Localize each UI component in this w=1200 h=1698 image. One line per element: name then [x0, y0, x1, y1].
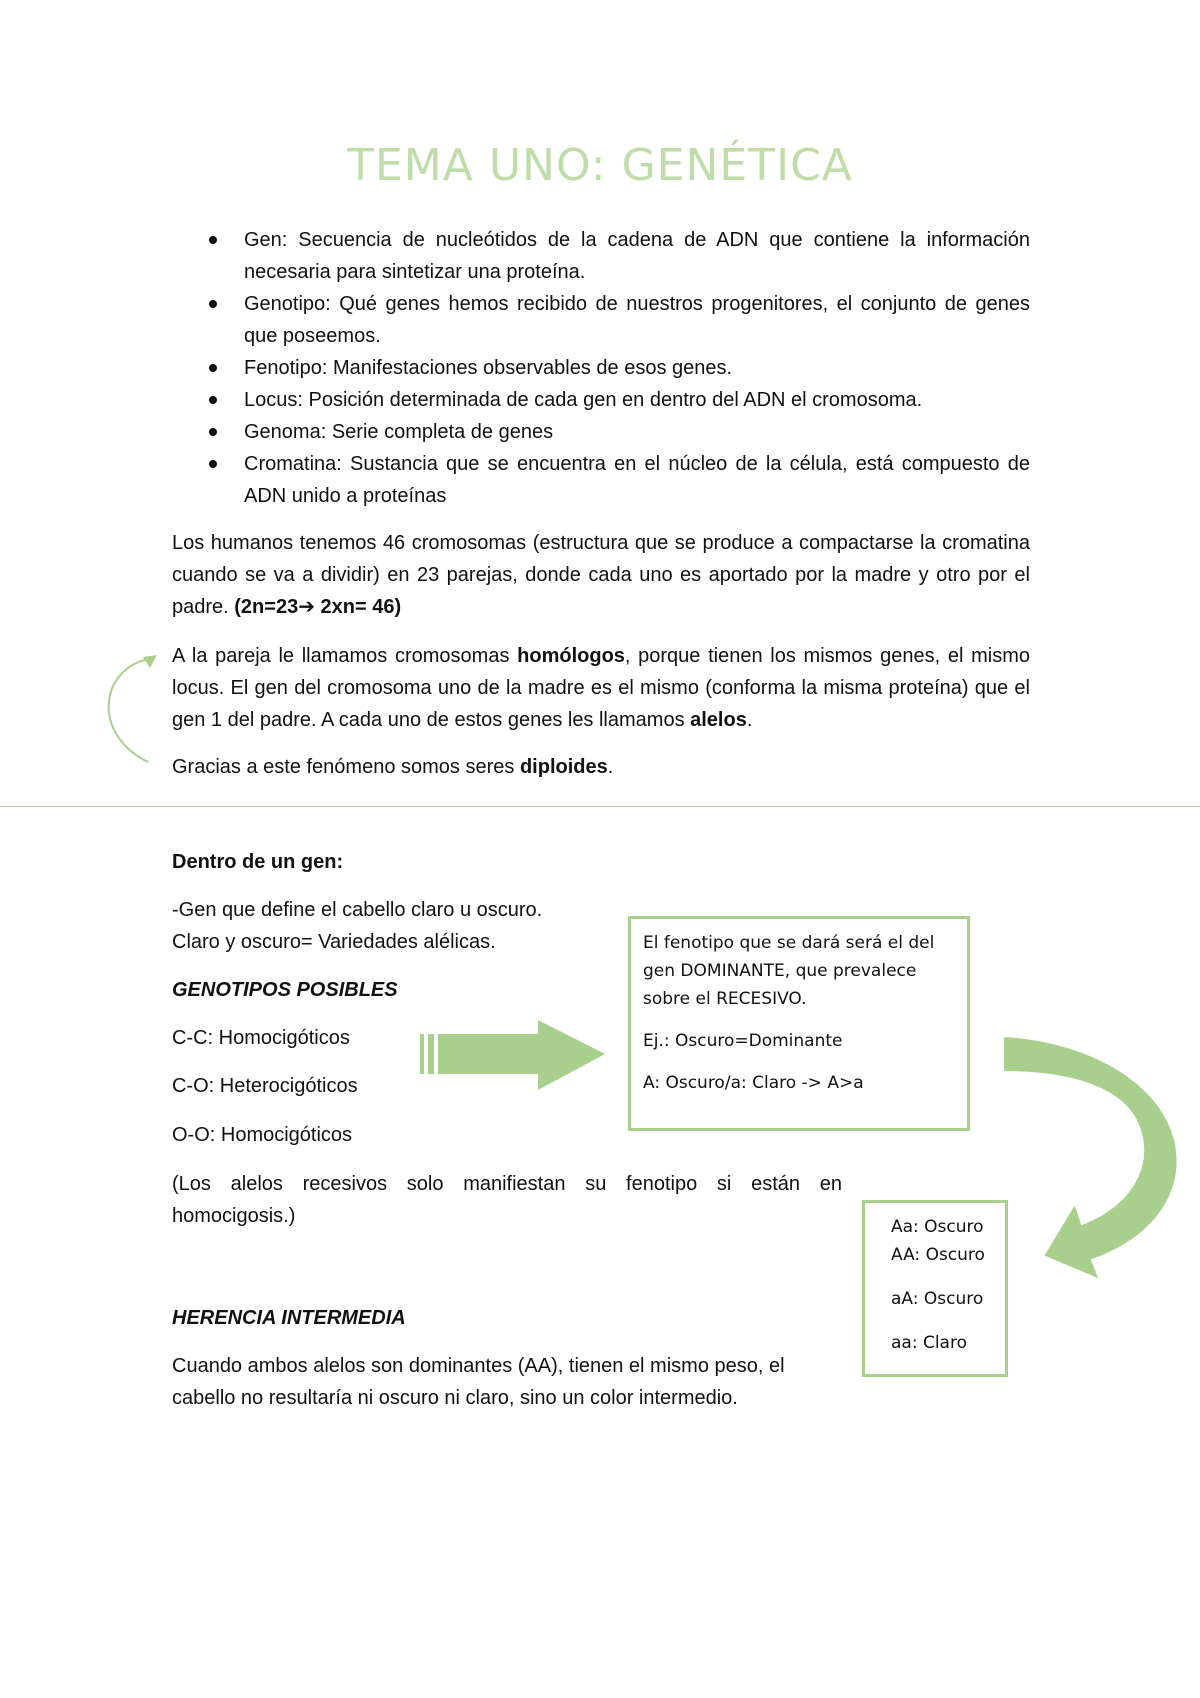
definition-genoma: Genoma: Serie completa de genes	[200, 416, 1030, 448]
gene-line-2: Claro y oscuro= Variedades alélicas.	[172, 931, 496, 953]
homologos-text-2: , porque tienen los mismos genes, el mismo locus. El gen del cromosoma uno de la madre es el mismo (conforma la misma proteína) que el gen 1 del padre. A cada uno de estos genes les llamamos	[172, 645, 1030, 731]
formula-arrow-icon: ➔	[298, 596, 315, 618]
combination-item: aA: Oscuro	[891, 1289, 984, 1309]
striped-right-arrow-icon	[420, 1020, 605, 1090]
definition-cromatina: Cromatina: Sustancia que se encuentra en el núcleo de la célula, está compuesto de ADN unido a proteínas	[200, 448, 1030, 512]
formula-part-a: (2n=23	[234, 596, 299, 618]
dominant-box-line-1: El fenotipo que se dará será el del gen DOMINANTE, que prevalece sobre el RECESIVO.	[643, 933, 935, 1009]
allele-combinations-box	[862, 1200, 1008, 1377]
homologos-term: homólogos	[517, 645, 625, 667]
diploides-term: diploides	[519, 756, 608, 778]
combination-item: AA: Oscuro	[891, 1245, 985, 1265]
homologos-text-3: .	[746, 709, 753, 731]
dominant-phenotype-box	[628, 916, 970, 1131]
page-title: TEMA UNO: GENÉTICA	[347, 140, 853, 191]
genotype-item-oo: O-O: Homocigóticos	[172, 1124, 353, 1146]
intermediate-text: Cuando ambos alelos son dominantes (AA), tienen el mismo peso, el cabello no resultaría ni oscuro ni claro, sino un color intermedio.	[172, 1355, 785, 1409]
dominant-box-line-3: A: Oscuro/a: Claro -> A>a	[643, 1073, 864, 1093]
formula-part-b: 2xn= 46)	[314, 596, 402, 618]
humans-paragraph-text: Los humanos tenemos 46 cromosomas (estructura que se produce a compactarse la cromatina cuando se va a dividir) en 23 parejas, donde cada uno es aportado por la madre y otro por el padre.	[172, 532, 1030, 618]
genotype-item-co: C-O: Heterocigóticos	[172, 1075, 358, 1097]
gene-line-1: -Gen que define el cabello claro u oscuro.	[172, 899, 543, 921]
recessive-note: (Los alelos recesivos solo manifiestan su fenotipo si están en homocigosis.)	[172, 1173, 842, 1227]
definition-gen: Gen: Secuencia de nucleótidos de la cadena de ADN que contiene la información necesaria para sintetizar una proteína.	[200, 224, 1030, 288]
diploid-text-2: .	[607, 756, 614, 778]
genotype-item-cc: C-C: Homocigóticos	[172, 1027, 350, 1049]
combination-item: aa: Claro	[891, 1333, 967, 1353]
curved-left-arrow-icon	[109, 655, 157, 762]
alelos-term: alelos	[690, 709, 747, 731]
combination-item: Aa: Oscuro	[891, 1217, 984, 1237]
definition-fenotipo: Fenotipo: Manifestaciones observables de esos genes.	[200, 352, 1030, 384]
dominant-box-line-2: Ej.: Oscuro=Dominante	[643, 1031, 843, 1051]
curved-down-arrow-icon	[1003, 1036, 1178, 1280]
definition-locus: Locus: Posición determinada de cada gen en dentro del ADN el cromosoma.	[200, 384, 1030, 416]
diploid-text-1: Gracias a este fenómeno somos seres	[172, 756, 520, 778]
gene-section-heading: Dentro de un gen:	[172, 851, 344, 873]
homologos-text-1: A la pareja le llamamos cromosomas	[172, 645, 518, 667]
intermediate-heading: HERENCIA INTERMEDIA	[172, 1307, 406, 1329]
genotypes-heading: GENOTIPOS POSIBLES	[172, 979, 398, 1001]
definition-genotipo: Genotipo: Qué genes hemos recibido de nuestros progenitores, el conjunto de genes que poseemos.	[200, 288, 1030, 352]
